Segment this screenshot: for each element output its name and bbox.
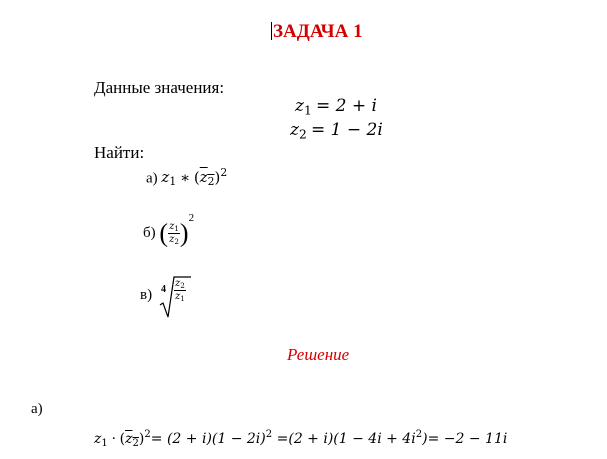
sol-step1: = (2 + i)(1 − 2i) — [150, 431, 266, 448]
text-cursor — [271, 22, 272, 40]
sol-step2: =(2 + i)(1 − 4i + 4i — [272, 431, 416, 448]
z2-rhs: = 1 − 2i — [311, 120, 383, 140]
task-c-fraction: $\frac{z_2}{z_1}$ — [175, 278, 185, 304]
task-c — [140, 274, 200, 320]
find-label: Найти: — [94, 143, 145, 162]
task-a-op: ∗ — [179, 168, 191, 187]
task-a-conj-z2: $z_2$ — [199, 168, 215, 189]
sol-exp: 2 — [144, 429, 151, 440]
task-b-open-paren: ( — [159, 218, 169, 248]
sol-step2-close: )= −2 − 11i — [422, 431, 508, 448]
sol-close-paren: ) — [138, 431, 145, 448]
equation-z1 — [295, 96, 377, 118]
task-b-close-paren: ) — [179, 218, 189, 248]
z2-var: z — [290, 120, 299, 140]
task-a-open-paren: ( — [193, 168, 200, 187]
task-b — [143, 212, 194, 247]
z1-rhs: = 2 + i — [316, 96, 377, 116]
task-b-fraction: $\frac{z_1}{z_2}$ — [169, 220, 179, 247]
z1-var: z — [295, 96, 304, 116]
root-index: 4 — [161, 284, 166, 295]
task-c-label: в) — [140, 287, 153, 303]
solution-a-label: а) — [31, 401, 43, 417]
task-a — [146, 166, 227, 189]
task-a-exp: 2 — [220, 166, 228, 179]
z1-index: 1 — [303, 103, 312, 118]
task-a-close-paren: ) — [214, 168, 221, 187]
sol-step1-exp: 2 — [265, 429, 273, 440]
page-title — [271, 21, 363, 43]
task-b-exp: 2 — [188, 212, 195, 224]
task-b-label: б) — [143, 225, 156, 242]
solution-heading: Решение — [287, 345, 350, 364]
sol-z1: $z_1$ — [94, 431, 108, 450]
task-a-label: а) — [146, 170, 158, 187]
sol-dot: ⋅ — [111, 431, 117, 448]
given-label: Данные значения: — [94, 78, 225, 97]
equation-z2 — [290, 120, 383, 142]
solution-a-equation — [94, 429, 507, 449]
sol-conj-z2: $z_2$ — [125, 431, 139, 450]
sol-step2-exp: 2 — [415, 429, 423, 440]
task-a-z1: $z_1$ — [161, 168, 177, 189]
title-text: ЗАДАЧА 1 — [273, 21, 363, 42]
z2-index: 2 — [298, 127, 307, 142]
sol-open-paren: ( — [119, 431, 126, 448]
